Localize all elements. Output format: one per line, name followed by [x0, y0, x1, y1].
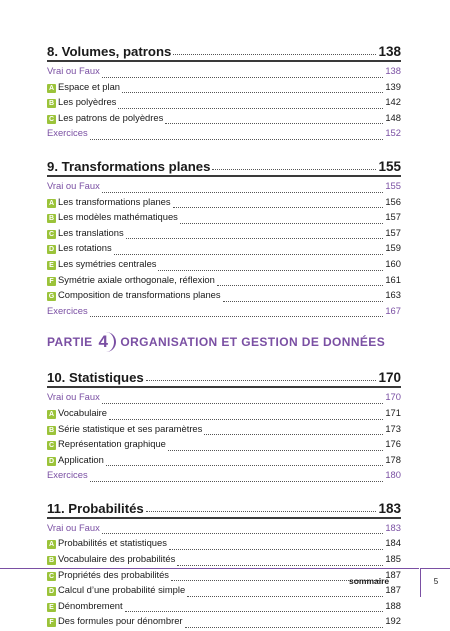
- dot-leader: [180, 222, 383, 224]
- dot-leader: [125, 610, 384, 612]
- toc-entry[interactable]: [47, 81, 401, 97]
- dot-leader: [146, 510, 377, 512]
- chapter-rule: [47, 517, 401, 519]
- page-number: 5: [420, 568, 450, 597]
- toc-entry[interactable]: [47, 469, 401, 485]
- entry-label-wrap: [47, 438, 166, 450]
- entry-label: Probabilités et statistiques: [58, 537, 167, 549]
- dot-leader: [173, 53, 376, 55]
- entry-label-wrap: [47, 537, 167, 549]
- entry-label-wrap: [47, 615, 183, 627]
- entry-label-wrap: [47, 454, 104, 466]
- footer-rule: [0, 568, 419, 569]
- entry-page: 157: [385, 211, 401, 223]
- section-badge: F: [47, 277, 56, 286]
- dot-leader: [173, 206, 384, 208]
- section-badge: F: [47, 618, 56, 627]
- entry-label-wrap: [47, 305, 88, 316]
- dot-leader: [217, 284, 383, 286]
- entry-label-wrap: [47, 242, 112, 254]
- entry-page: 176: [385, 438, 401, 450]
- dot-leader: [212, 168, 376, 170]
- dot-leader: [118, 107, 383, 109]
- entry-label: Représentation graphique: [58, 438, 166, 450]
- entry-label: Les polyèdres: [58, 96, 117, 108]
- chapter: [47, 151, 401, 320]
- entry-label-wrap: [47, 196, 171, 208]
- dot-leader: [169, 548, 383, 550]
- entry-page: 138: [385, 65, 401, 76]
- entry-label: Exercices: [47, 469, 88, 481]
- toc-entry[interactable]: [47, 522, 401, 538]
- entry-page: 160: [385, 257, 401, 269]
- entry-page: 187: [385, 584, 401, 596]
- entry-label-wrap: [47, 289, 221, 301]
- entry-page: 178: [385, 453, 401, 465]
- toc-entry[interactable]: [47, 227, 401, 243]
- chapter-page: 138: [378, 44, 401, 59]
- entry-page: 161: [385, 273, 401, 285]
- toc-entry[interactable]: [47, 615, 401, 631]
- toc-entry[interactable]: [47, 96, 401, 112]
- entry-page: 139: [385, 80, 401, 92]
- chapter-title: 9. Transformations planes: [47, 158, 211, 174]
- entry-page: 173: [385, 422, 401, 434]
- dot-leader: [90, 480, 384, 482]
- section-badge: C: [48, 230, 55, 238]
- section-badge: A: [48, 199, 55, 207]
- entry-page: 152: [385, 127, 401, 139]
- section-badge: B: [48, 426, 55, 434]
- chapter: [47, 493, 401, 631]
- toc-entry[interactable]: [47, 258, 401, 274]
- section-badge: D: [48, 457, 55, 465]
- dot-leader: [223, 300, 384, 302]
- entry-label-wrap: [47, 227, 124, 239]
- entry-label: Application: [58, 453, 104, 465]
- part-number: 4: [99, 332, 115, 352]
- entry-label: Série statistique et ses paramètres: [58, 422, 203, 434]
- entry-label: Dénombrement: [58, 599, 123, 611]
- dot-leader: [204, 433, 383, 435]
- dot-leader: [90, 315, 384, 317]
- section-badge: C: [48, 572, 55, 580]
- toc-entry[interactable]: [47, 65, 401, 81]
- entry-label-wrap: [47, 407, 107, 419]
- entry-page: 159: [385, 242, 401, 254]
- dot-leader: [158, 269, 383, 271]
- entry-page: 183: [385, 521, 401, 533]
- chapter: [47, 362, 401, 485]
- entry-label-wrap: [47, 469, 88, 480]
- section-badge: C: [48, 442, 55, 450]
- entry-label: Des formules pour dénombrer: [58, 615, 183, 627]
- table-of-contents: [47, 36, 401, 631]
- chapter-page: 183: [378, 500, 401, 516]
- section-badge: D: [48, 246, 55, 254]
- entry-label: Exercices: [47, 304, 88, 316]
- chapter-heading[interactable]: [47, 493, 401, 516]
- entry-page: 142: [385, 96, 401, 108]
- entry-label-wrap: [47, 522, 100, 533]
- chapter-rule: [47, 175, 401, 177]
- dot-leader: [122, 91, 383, 93]
- chapter-heading[interactable]: [47, 36, 401, 59]
- toc-entry[interactable]: [47, 391, 401, 407]
- section-badge: B: [48, 557, 55, 565]
- section-badge: A: [48, 84, 55, 92]
- toc-entry[interactable]: [47, 196, 401, 212]
- dot-leader: [114, 253, 384, 255]
- entry-label-wrap: [47, 423, 202, 435]
- entry-label: Les patrons de polyèdres: [58, 111, 164, 123]
- toc-entry[interactable]: [47, 289, 401, 305]
- dot-leader: [177, 564, 383, 566]
- entry-label-wrap: [47, 65, 100, 76]
- toc-entry[interactable]: [47, 242, 401, 258]
- entry-page: 163: [385, 289, 401, 301]
- toc-entry[interactable]: [47, 438, 401, 454]
- chapter-title: 11. Probabilités: [47, 500, 144, 516]
- entry-label: Les modèles mathématiques: [58, 211, 178, 223]
- part-prefix: PARTIE: [47, 335, 93, 350]
- toc-entry[interactable]: [47, 180, 401, 196]
- toc-entry[interactable]: [47, 553, 401, 569]
- toc-entry[interactable]: [47, 274, 401, 290]
- dot-leader: [126, 237, 384, 239]
- toc-entry[interactable]: [47, 454, 401, 470]
- entry-label: Vrai ou Faux: [47, 179, 100, 191]
- chapter-gap: [47, 485, 401, 493]
- entry-label: Symétrie axiale orthogonale, réflexion: [58, 273, 215, 285]
- entry-page: 171: [385, 406, 401, 418]
- chapter-rule: [47, 60, 401, 62]
- entry-page: 192: [385, 615, 401, 627]
- entry-label: Espace et plan: [58, 80, 121, 92]
- entry-page: 184: [385, 537, 401, 549]
- dot-leader: [106, 464, 383, 466]
- dot-leader: [165, 122, 383, 124]
- section-badge: A: [48, 410, 55, 418]
- entry-page: 167: [385, 304, 401, 316]
- toc-entry[interactable]: [47, 423, 401, 439]
- dot-leader: [185, 626, 384, 628]
- dot-leader: [168, 449, 383, 451]
- chapter-page: 170: [378, 370, 401, 386]
- page-footer: [0, 568, 450, 601]
- entry-label-wrap: [47, 274, 215, 286]
- dot-leader: [90, 138, 384, 140]
- entry-label-wrap: [47, 112, 163, 124]
- entry-page: 188: [385, 599, 401, 611]
- section-badge: E: [47, 261, 56, 270]
- entry-label: Les translations: [58, 226, 124, 238]
- toc-entry[interactable]: [47, 600, 401, 616]
- toc-entry[interactable]: [47, 127, 401, 143]
- entry-page: 155: [385, 179, 401, 191]
- toc-entry[interactable]: [47, 537, 401, 553]
- footer-title: sommaire: [349, 576, 390, 586]
- section-badge: B: [48, 215, 55, 223]
- entry-page: 187: [385, 568, 401, 580]
- toc-entry[interactable]: [47, 407, 401, 423]
- chapter-heading[interactable]: [47, 151, 401, 174]
- entry-label-wrap: [47, 81, 120, 93]
- entry-label: Composition de transformations planes: [58, 289, 221, 301]
- chapter: [47, 36, 401, 143]
- entry-label-wrap: [47, 391, 100, 402]
- dot-leader: [109, 418, 383, 420]
- entry-label: Vocabulaire des probabilités: [58, 553, 176, 565]
- entry-label: Vrai ou Faux: [47, 391, 100, 403]
- entry-page: 180: [385, 469, 401, 481]
- entry-label-wrap: [47, 553, 175, 565]
- entry-label: Vocabulaire: [58, 406, 107, 418]
- chapter-heading[interactable]: [47, 362, 401, 385]
- entry-label: Calcul d’une probabilité simple: [58, 584, 186, 596]
- entry-label-wrap: [47, 211, 178, 223]
- chapter-title: 10. Statistiques: [47, 370, 144, 386]
- chapter-page: 155: [378, 158, 401, 174]
- toc-entry[interactable]: [47, 305, 401, 321]
- entry-page: 148: [385, 111, 401, 123]
- part-heading: [47, 329, 401, 355]
- chapters-group-geometry: [47, 36, 401, 320]
- section-badge: B: [48, 100, 55, 108]
- chapter-gap: [47, 143, 401, 151]
- entry-label-wrap: [47, 96, 116, 108]
- section-badge: D: [48, 588, 55, 596]
- entry-label-wrap: [47, 127, 88, 138]
- entry-label: Les rotations: [58, 242, 112, 254]
- chapter-rule: [47, 386, 401, 388]
- section-badge: E: [47, 603, 56, 612]
- entry-page: 157: [385, 226, 401, 238]
- dot-leader: [102, 402, 384, 404]
- dot-leader: [102, 191, 384, 193]
- chapter-title: 8. Volumes, patrons: [47, 44, 172, 59]
- dot-leader: [102, 76, 384, 78]
- entry-page: 170: [385, 391, 401, 403]
- entry-label: Vrai ou Faux: [47, 521, 100, 533]
- section-badge: C: [48, 115, 55, 123]
- entry-label-wrap: [47, 180, 100, 191]
- entry-page: 156: [385, 195, 401, 207]
- entry-label: Les transformations planes: [58, 195, 171, 207]
- entry-label: Les symétries centrales: [58, 257, 157, 269]
- entry-label: Vrai ou Faux: [47, 65, 100, 76]
- toc-entry[interactable]: [47, 112, 401, 128]
- entry-page: 185: [385, 553, 401, 565]
- entry-label-wrap: [47, 258, 156, 270]
- dot-leader: [102, 532, 384, 534]
- section-badge: G: [48, 293, 55, 301]
- entry-label: Exercices: [47, 127, 88, 139]
- section-badge: A: [48, 541, 55, 549]
- entry-label-wrap: [47, 600, 123, 612]
- dot-leader: [146, 379, 377, 381]
- part-title: ORGANISATION ET GESTION DE DONNÉES: [120, 335, 386, 350]
- entry-label: Propriétés des probabilités: [58, 568, 169, 580]
- toc-entry[interactable]: [47, 211, 401, 227]
